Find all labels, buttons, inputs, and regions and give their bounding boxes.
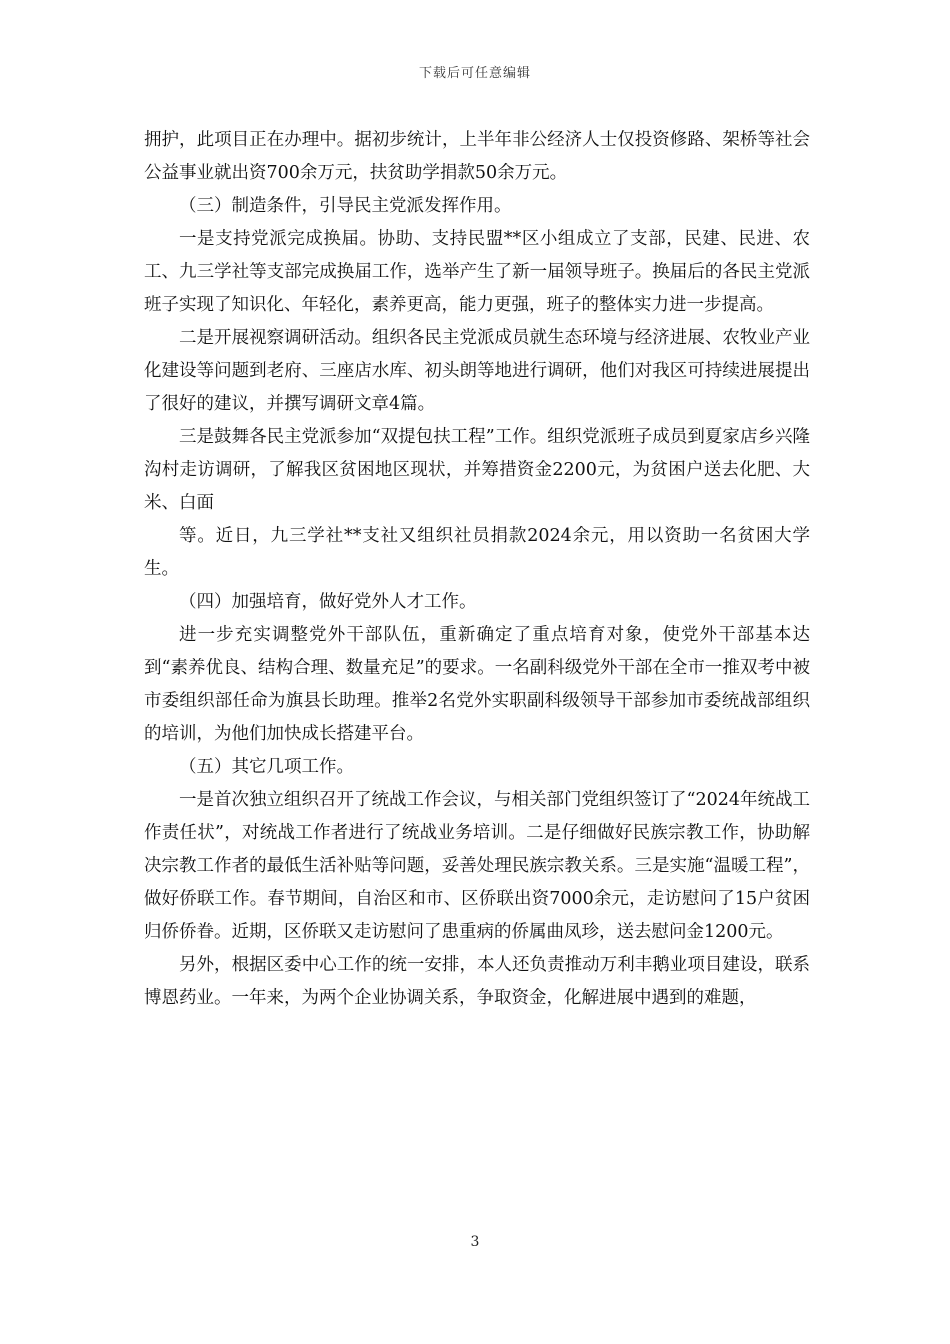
paragraph-7: 一是首次独立组织召开了统战工作会议，与相关部门党组织签订了“2024年统战工作责任状”，对统战工作者进行了统战业务培训。二是仔细做好民族宗教工作，协助解决宗教工作者的最低生活补贴等问题，妥善处理民族宗教关系。三是实施“温暖工程”，做好侨联工作。春节期间，自治区和市、区侨联出资7000余元，走访慰问了15户贫困归侨侨眷。近期，区侨联又走访慰问了患重病的侨属曲凤珍，送去慰问金1200元。 — [144, 790, 810, 942]
section-heading-3: （三）制造条件，引导民主党派发挥作用。 — [179, 196, 512, 216]
paragraph-8: 另外，根据区委中心工作的统一安排，本人还负责推动万利丰鹅业项目建设，联系博恩药业。一年来，为两个企业协调关系，争取资金，化解进展中遇到的难题， — [144, 955, 810, 1008]
section-heading-5: （五）其它几项工作。 — [179, 757, 354, 777]
paragraph-1: 拥护，此项目正在办理中。据初步统计，上半年非公经济人士仅投资修路、架桥等社会公益事业就出资700余万元，扶贫助学捐款50余万元。 — [144, 130, 810, 183]
section-heading-4: （四）加强培育，做好党外人才工作。 — [179, 592, 477, 612]
paragraph-6: 进一步充实调整党外干部队伍，重新确定了重点培育对象，使党外干部基本达到“素养优良、结构合理、数量充足”的要求。一名副科级党外干部在全市一推双考中被市委组织部任命为旗县长助理。推举2名党外实职副科级领导干部参加市委统战部组织的培训，为他们加快成长搭建平台。 — [144, 625, 810, 744]
paragraph-3: 二是开展视察调研活动。组织各民主党派成员就生态环境与经济进展、农牧业产业化建设等问题到老府、三座店水库、初头朗等地进行调研，他们对我区可持续进展提出了很好的建议，并撰写调研文章4篇。 — [144, 328, 810, 414]
paragraph-5: 等。近日，九三学社**支社又组织社员捐款2024余元，用以资助一名贫困大学生。 — [144, 526, 810, 579]
page-header: 下载后可任意编辑 — [418, 66, 531, 81]
paragraph-2: 一是支持党派完成换届。协助、支持民盟**区小组成立了支部，民建、民进、农工、九三学社等支部完成换届工作，选举产生了新一届领导班子。换届后的各民主党派班子实现了知识化、年轻化，素养更高，能力更强，班子的整体实力进一步提高。 — [144, 229, 810, 315]
page-number: 3 — [470, 1234, 480, 1250]
paragraph-4: 三是鼓舞各民主党派参加“双提包扶工程”工作。组织党派班子成员到夏家店乡兴隆沟村走访调研，了解我区贫困地区现状，并筹措资金2200元，为贫困户送去化肥、大米、白面 — [144, 427, 810, 513]
document-body — [144, 124, 810, 1015]
